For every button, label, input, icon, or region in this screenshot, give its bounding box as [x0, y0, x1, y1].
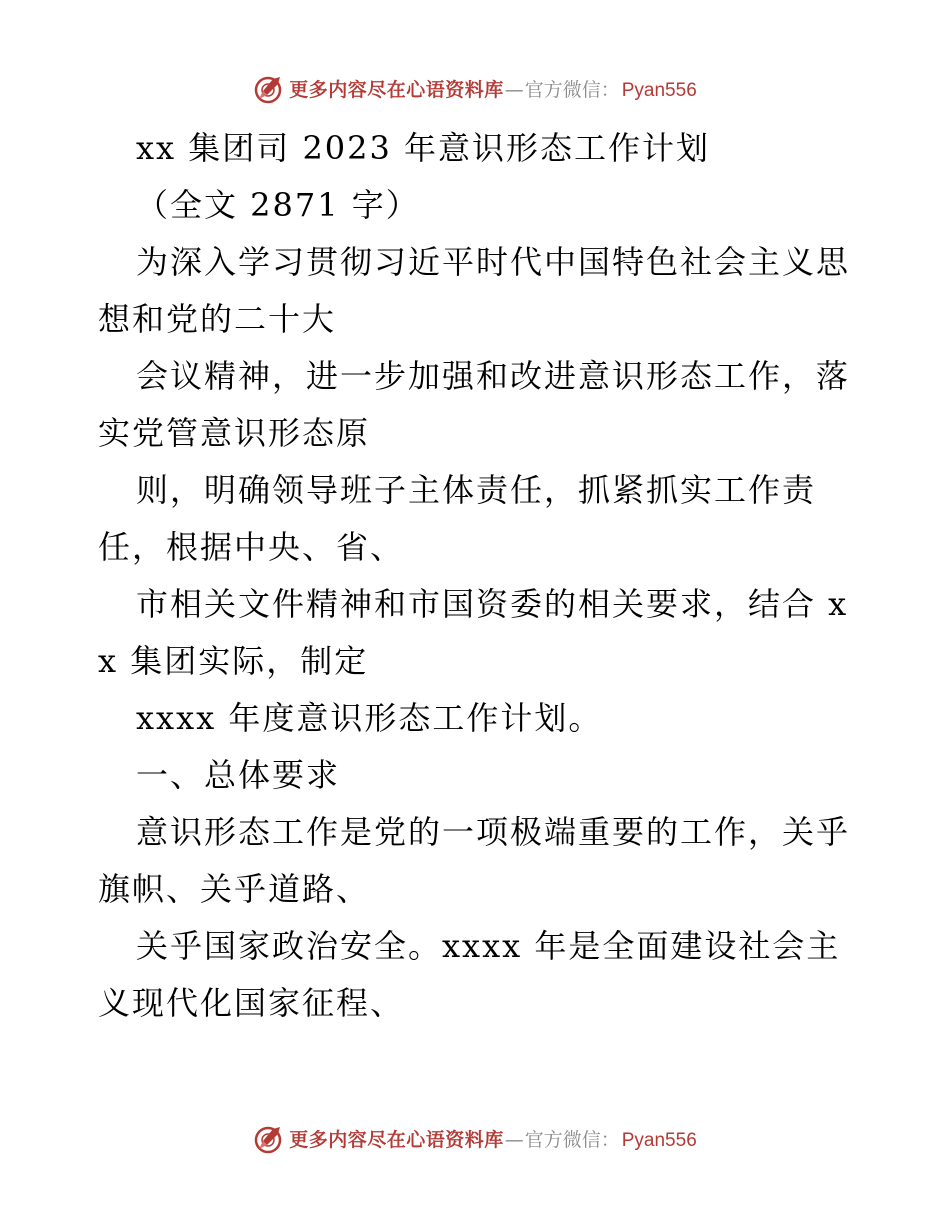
paragraph: 会议精神，进一步加强和改进意识形态工作，落实党管意识形态原	[98, 357, 851, 452]
watermark-text	[289, 1128, 697, 1151]
paragraph: 则，明确领导班子主体责任，抓紧抓实工作责任，根据中央、省、	[98, 471, 817, 566]
paragraph: 意识形态工作是党的一项极端重要的工作，关乎旗帜、关乎道路、	[98, 813, 851, 908]
watermark-wechat-id: Pyan556	[621, 1129, 697, 1151]
watermark-wechat-id: Pyan556	[621, 79, 697, 101]
watermark-main-text: 更多内容尽在心语资料库	[289, 1128, 504, 1151]
document-title: xx 集团司 2023 年意识形态工作计划	[136, 129, 711, 167]
section-heading: 一、总体要求	[136, 756, 341, 794]
watermark-label: 官方微信：	[524, 78, 620, 101]
watermark-main-text: 更多内容尽在心语资料库	[289, 78, 504, 101]
watermark-text	[289, 78, 697, 101]
paragraph: 市相关文件精神和市国资委的相关要求，结合 xx 集团实际，制定	[98, 585, 849, 680]
paragraph: 关乎国家政治安全。xxxx 年是全面建设社会主义现代化国家征程、	[98, 927, 841, 1022]
pen-logo-icon	[253, 1125, 283, 1155]
footer-watermark	[0, 1120, 950, 1160]
paragraph: xxxx 年度意识形态工作计划。	[136, 699, 603, 737]
word-count: （全文 2871 字）	[136, 186, 420, 224]
watermark-label: 官方微信：	[524, 1128, 620, 1151]
watermark-dash: —	[504, 78, 524, 101]
pen-logo-icon	[253, 75, 283, 105]
paragraph: 为深入学习贯彻习近平时代中国特色社会主义思想和党的二十大	[98, 243, 851, 338]
watermark-dash: —	[504, 1128, 524, 1151]
document-body	[98, 120, 858, 1032]
header-watermark	[0, 70, 950, 110]
